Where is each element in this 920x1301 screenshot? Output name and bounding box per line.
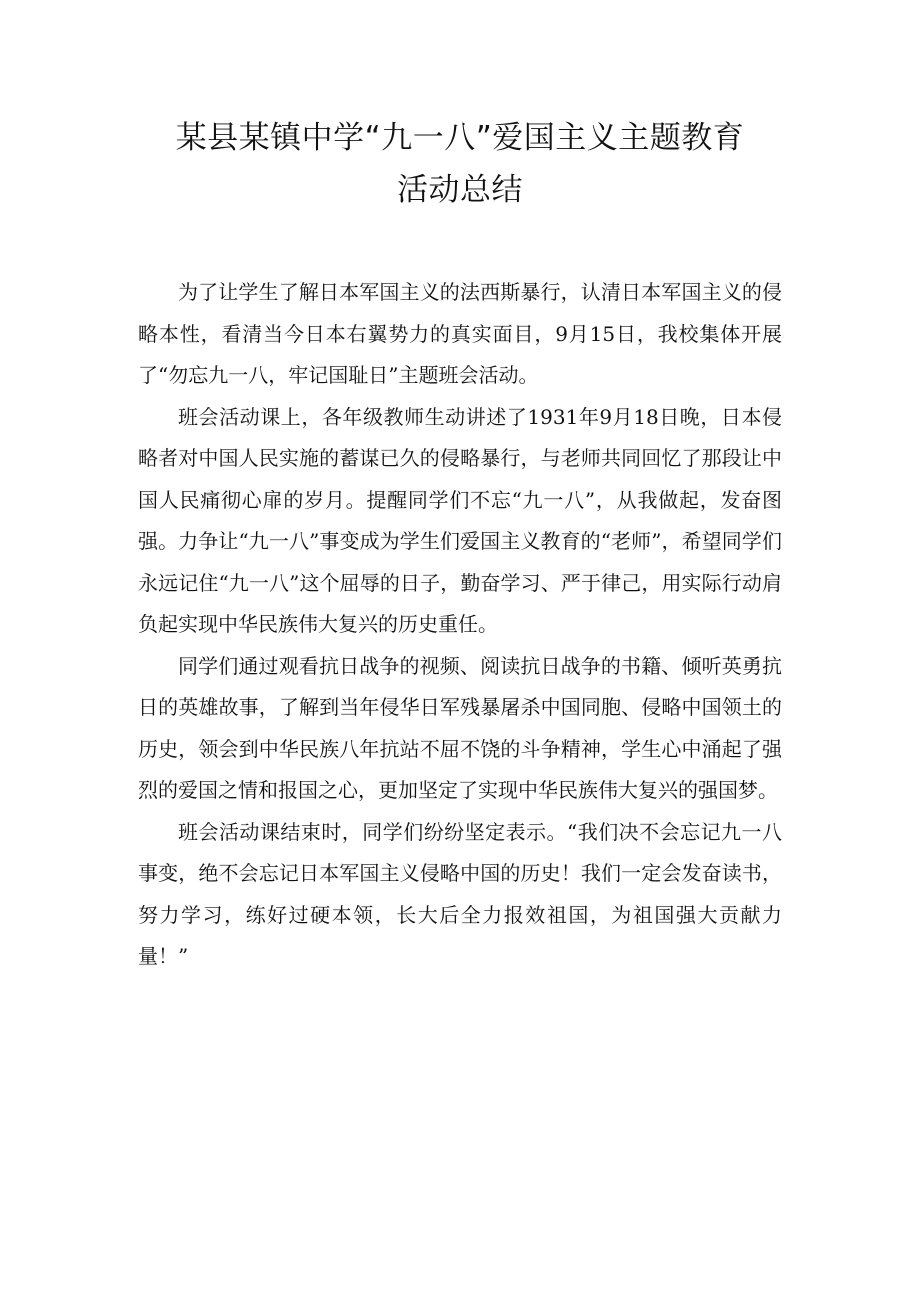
document-title-line-2: 活动总结 bbox=[397, 172, 523, 208]
document-title-line-1: 某县某镇中学“九一八”爱国主义主题教育 bbox=[175, 120, 745, 156]
paragraph-3: 同学们通过观看抗日战争的视频、阅读抗日战争的书籍、倾听英勇抗日的英雄故事，了解到当年侵华日军残暴屠杀中国同胞、侵略中国领土的历史，领会到中华民族八年抗站不屈不饶的斗争精神，学生心中涌起了强烈的爱国之情和报国之心，更加坚定了实现中华民族伟大复兴的强国梦。 bbox=[138, 653, 782, 802]
document-title bbox=[138, 112, 782, 216]
paragraph-4: 班会活动课结束时，同学们纷纷坚定表示。“我们决不会忘记九一八事变，绝不会忘记日本军国主义侵略中国的历史！我们一定会发奋读书，努力学习，练好过硬本领，长大后全力报效祖国，为祖国强大贡献力量！” bbox=[138, 819, 782, 968]
paragraph-2: 班会活动课上，各年级教师生动讲述了1931年9月18日晚，日本侵略者对中国人民实施的蓄谋已久的侵略暴行，与老师共同回忆了那段让中国人民痛彻心扉的岁月。提醒同学们不忘“九一八”，从我做起，发奋图强。力争让“九一八”事变成为学生们爱国主义教育的“老师”，希望同学们永远记住“九一八”这个屈辱的日子，勤奋学习、严于律己，用实际行动肩负起实现中华民族伟大复兴的历史重任。 bbox=[138, 404, 782, 636]
paragraph-1: 为了让学生了解日本军国主义的法西斯暴行，认清日本军国主义的侵略本性，看清当今日本右翼势力的真实面目，9月15日，我校集体开展了“勿忘九一八，牢记国耻日”主题班会活动。 bbox=[138, 280, 782, 387]
document-body bbox=[138, 272, 782, 978]
